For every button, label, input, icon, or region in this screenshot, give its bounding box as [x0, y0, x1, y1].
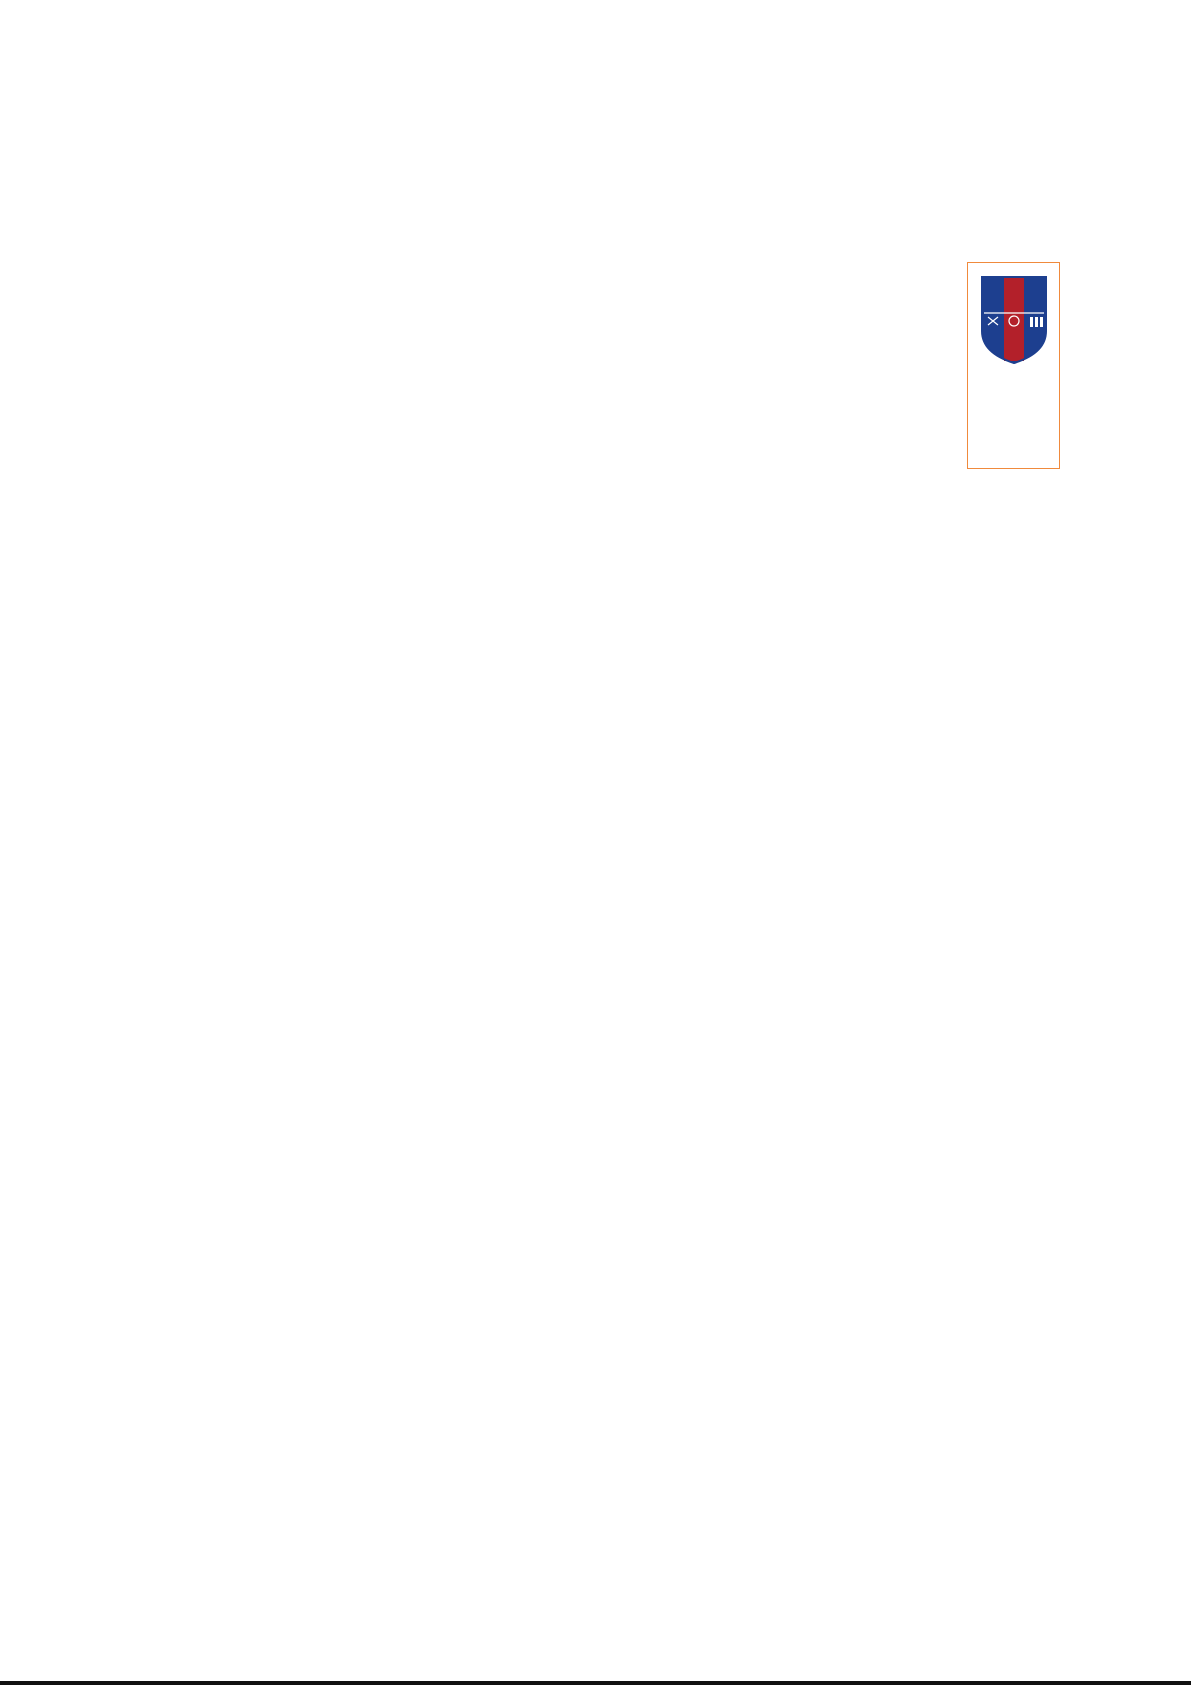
page-bottom-rule [0, 1681, 1191, 1685]
document-page [105, 68, 1105, 116]
section-heading [105, 92, 1105, 116]
hub-shield-logo [980, 273, 1048, 365]
hub-logo-badge [967, 262, 1060, 469]
qr-code[interactable] [980, 367, 1044, 431]
